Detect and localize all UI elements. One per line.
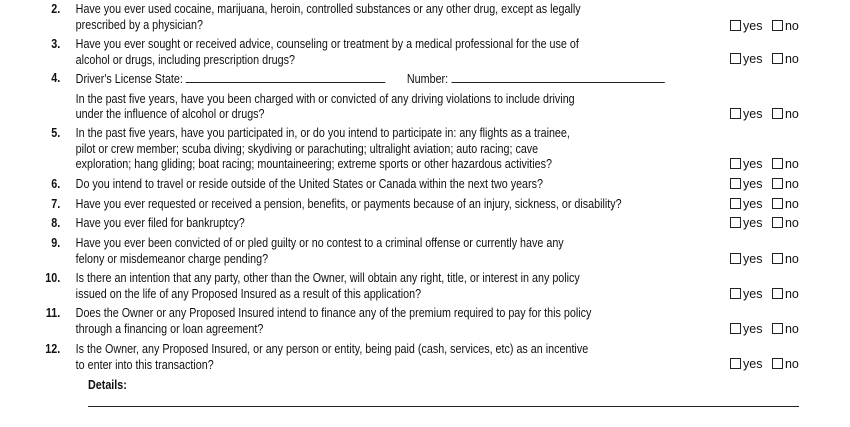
question-text: through a financing or loan agreement? [75, 321, 264, 336]
question-number: 6. [51, 177, 61, 191]
no-checkbox[interactable] [772, 53, 783, 64]
question-number: 3. [51, 37, 61, 51]
question-text: Have you ever been convicted of or pled guilty or no contest to a criminal offense or currently have any [75, 236, 564, 250]
question-text: In the past five years, have you participated in, or do you intend to participate in: any flights as a trainee, [75, 126, 570, 140]
no-label: no [784, 322, 799, 336]
question-text: exploration; hang gliding; boat racing; mountaineering; extreme sports or other hazardous activities? [75, 157, 552, 171]
yes-label: yes [743, 357, 763, 371]
yes-label: yes [743, 197, 763, 211]
answer-group-10 [730, 287, 799, 302]
no-label: no [784, 197, 799, 211]
license-number-field[interactable] [451, 71, 664, 83]
no-label: no [784, 19, 799, 33]
license-state-label: Driver's License State: [75, 72, 183, 86]
yes-label: yes [743, 287, 763, 301]
no-checkbox[interactable] [772, 288, 783, 299]
no-label: no [784, 287, 799, 301]
question-number: 12. [45, 342, 61, 356]
yes-label: yes [743, 157, 763, 171]
question-text: Have you ever sought or received advice, counseling or treatment by a medical professional for the use of [75, 37, 579, 51]
no-checkbox[interactable] [772, 20, 783, 31]
question-text: Have you ever used cocaine, marijuana, heroin, controlled substances or any other drug, except as legally [75, 2, 581, 16]
no-checkbox[interactable] [772, 358, 783, 369]
yes-label: yes [743, 252, 763, 266]
answer-group-5 [730, 157, 799, 172]
no-checkbox[interactable] [772, 253, 783, 264]
question-number: 9. [51, 236, 61, 250]
question-text: alcohol or drugs, including prescription drugs? [75, 52, 295, 67]
question-text: Is the Owner, any Proposed Insured, or any person or entity, being paid (cash, services, etc) as an incentive [75, 342, 589, 356]
no-checkbox[interactable] [772, 108, 783, 119]
question-text: prescribed by a physician? [75, 17, 203, 32]
license-state-field[interactable] [186, 71, 386, 83]
yes-label: yes [743, 107, 763, 121]
question-number: 8. [51, 216, 61, 230]
answer-group-12 [730, 357, 799, 372]
yes-checkbox[interactable] [730, 108, 741, 119]
answer-group-3 [730, 52, 799, 67]
no-label: no [784, 107, 799, 121]
yes-checkbox[interactable] [730, 178, 741, 189]
yes-checkbox[interactable] [730, 288, 741, 299]
question-number: 4. [51, 71, 61, 85]
answer-group-7 [730, 197, 799, 212]
question-number: 5. [51, 126, 61, 140]
answer-group-4 [730, 107, 799, 122]
yes-checkbox[interactable] [730, 217, 741, 228]
question-number: 11. [45, 306, 61, 320]
question-number: 2. [51, 2, 61, 16]
details-field[interactable] [88, 406, 799, 407]
yes-label: yes [743, 216, 763, 230]
yes-label: yes [743, 52, 763, 66]
yes-checkbox[interactable] [730, 53, 741, 64]
answer-group-2 [730, 19, 799, 34]
no-checkbox[interactable] [772, 158, 783, 169]
question-text: to enter into this transaction? [75, 357, 214, 372]
license-number-label: Number: [406, 72, 449, 86]
yes-label: yes [743, 177, 763, 191]
yes-checkbox[interactable] [730, 198, 741, 209]
yes-checkbox[interactable] [730, 20, 741, 31]
question-text: under the influence of alcohol or drugs? [75, 107, 265, 121]
no-label: no [784, 252, 799, 266]
question-number: 7. [51, 197, 61, 211]
yes-label: yes [743, 19, 763, 33]
details-label: Details: [88, 378, 127, 392]
no-label: no [784, 357, 799, 371]
question-number: 10. [45, 271, 61, 285]
no-checkbox[interactable] [772, 198, 783, 209]
no-label: no [784, 177, 799, 191]
yes-checkbox[interactable] [730, 358, 741, 369]
question-text: Is there an intention that any party, other than the Owner, will obtain any right, title, or interest in any policy [75, 271, 580, 285]
question-text: felony or misdemeanor charge pending? [75, 251, 269, 266]
no-checkbox[interactable] [772, 323, 783, 334]
question-text: Have you ever filed for bankruptcy? [75, 216, 245, 230]
question-text: Do you intend to travel or reside outside of the United States or Canada within the next two years? [75, 177, 543, 191]
no-checkbox[interactable] [772, 217, 783, 228]
no-label: no [784, 157, 799, 171]
answer-group-6 [730, 177, 799, 192]
yes-checkbox[interactable] [730, 253, 741, 264]
answer-group-9 [730, 252, 799, 267]
answer-group-11 [730, 322, 799, 337]
answer-group-8 [730, 216, 799, 231]
no-label: no [784, 52, 799, 66]
yes-checkbox[interactable] [730, 323, 741, 334]
question-text: In the past five years, have you been charged with or convicted of any driving violations to include driving [75, 91, 575, 106]
question-text: Have you ever requested or received a pension, benefits, or payments because of an injury, sickness, or disability? [75, 197, 622, 211]
question-text: pilot or crew member; scuba diving; skydiving or parachuting; ultralight aviation; auto racing; cave [75, 141, 539, 156]
question-text: Does the Owner or any Proposed Insured intend to finance any of the premium required to pay for this policy [75, 306, 592, 320]
question-text: issued on the life of any Proposed Insured as a result of this application? [75, 286, 422, 301]
no-checkbox[interactable] [772, 178, 783, 189]
yes-checkbox[interactable] [730, 158, 741, 169]
yes-label: yes [743, 322, 763, 336]
no-label: no [784, 216, 799, 230]
